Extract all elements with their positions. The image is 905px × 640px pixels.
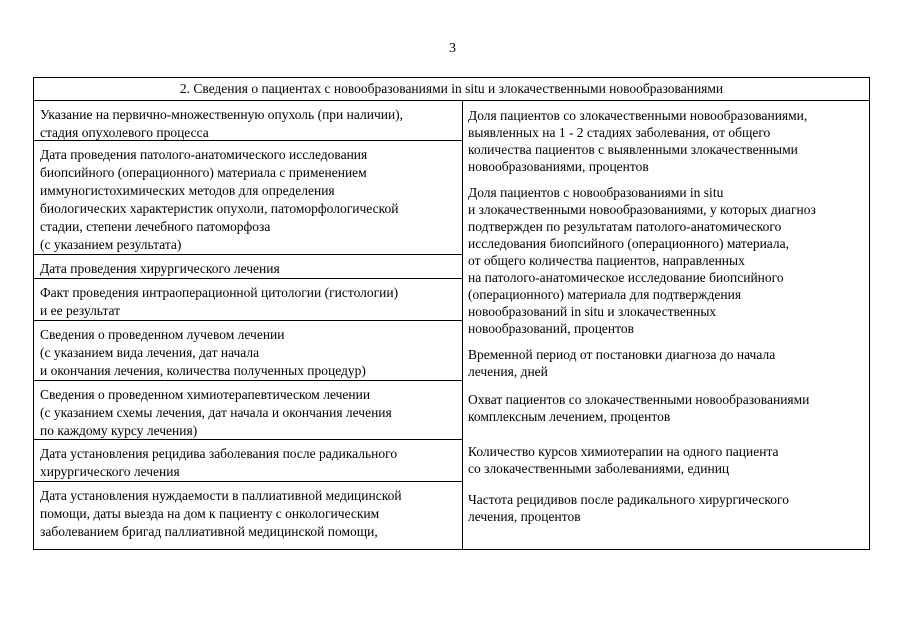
right-item-confirmed-diagnosis-share: Доля пациентов с новообразованиями in situ и злокачественными новообразованиями, у которых диагноз подтвержден по результатам патолого-анатомического исследования биопсийного (операционного) материала, от общего количества пациентов, направленных на патолого-анатомическое исследование биопсийного (операционного) материала для подтверждения новообразований in situ и злокачественных новообразований, процентов <box>468 185 816 336</box>
left-cell-palliative-care: Дата установления нуждаемости в паллиативной медицинской помощи, даты выезда на дом к пациенту с онкологическим заболеванием бригад паллиативной медицинской помощи, <box>40 488 402 539</box>
left-cell-surgery-date: Дата проведения хирургического лечения <box>34 255 462 279</box>
right-item-chemo-courses: Количество курсов химиотерапии на одного пациента со злокачественными заболеваниями, единиц <box>468 444 779 476</box>
column-divider <box>462 101 463 549</box>
left-cell-chemotherapy: Сведения о проведенном химиотерапевтическом лечении (с указанием схемы лечения, дат начала и окончания лечения по каждому курсу лечения) <box>34 381 462 440</box>
left-cell-pathology-date: Дата проведения патолого-анатомического исследования биопсийного (операционного) материала с применением иммуногистохимических методов для определения биологических характеристик опухоли, патоморфологической стадии, степени лечебного патоморфоза (с указанием результата) <box>34 141 462 255</box>
table-section-header: 2. Сведения о пациентах с новообразованиями in situ и злокачественными новообразованиями <box>34 78 869 101</box>
right-item-complex-treatment-coverage: Охват пациентов со злокачественными новообразованиями комплексным лечением, процентов <box>468 392 810 424</box>
right-item-recurrence-rate: Частота рецидивов после радикального хирургического лечения, процентов <box>468 492 789 524</box>
right-item-early-stage-share: Доля пациентов со злокачественными новообразованиями, выявленных на 1 - 2 стадиях заболевания, от общего количества пациентов с выявленными злокачественными новообразованиями, процентов <box>468 108 808 174</box>
page-number: 3 <box>449 41 456 56</box>
left-cell-intraoperative-cytology: Факт проведения интраоперационной цитологии (гистологии) и ее результат <box>34 279 462 321</box>
patient-info-table <box>33 77 870 550</box>
left-cell-multiple-tumor: Указание на первично-множественную опухоль (при наличии), стадия опухолевого процесса <box>34 101 462 141</box>
left-cell-recurrence-date: Дата установления рецидива заболевания после радикального хирургического лечения <box>34 440 462 482</box>
right-item-time-to-treatment: Временной период от постановки диагноза до начала лечения, дней <box>468 347 776 379</box>
left-cell-radiation-therapy: Сведения о проведенном лучевом лечении (с указанием вида лечения, дат начала и окончания лечения, количества полученных процедур) <box>34 321 462 381</box>
